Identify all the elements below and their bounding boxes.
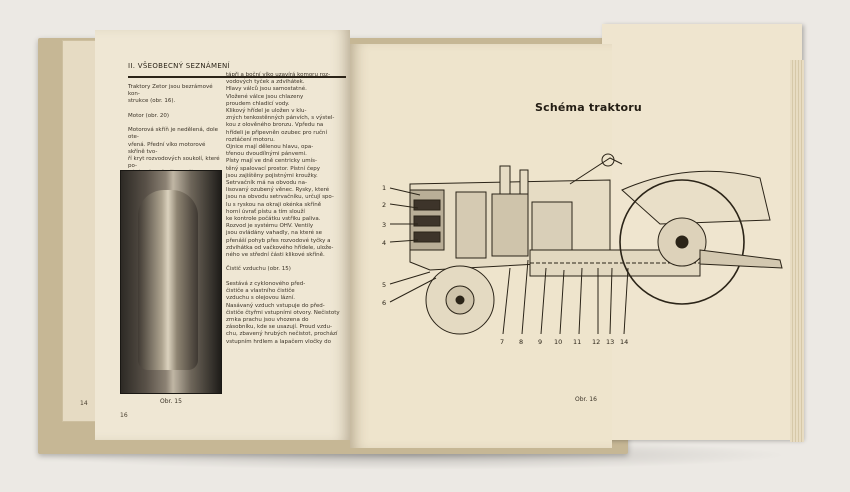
callout-label: 4 <box>382 239 387 247</box>
callout-label: 8 <box>519 338 524 346</box>
callout-label: 1 <box>382 184 387 192</box>
callout-label: 5 <box>382 281 387 289</box>
text-line: Setrvačník má na obvodu na- <box>226 180 308 187</box>
text-line: Rozvod je systému OHV. Ventily <box>226 223 314 230</box>
callout-label: 2 <box>382 201 387 209</box>
text-line: vřená. Přední víko motorové skříně tvo- <box>128 141 206 155</box>
text-line: ke kontrole počátku vstřiku paliva. <box>226 216 321 223</box>
text-line: strukce (obr. 16). <box>128 98 176 105</box>
text-line <box>128 106 223 113</box>
text-line: Klikový hřídel je uložen v klu- <box>226 108 307 115</box>
underlying-page-number: 14 <box>80 400 88 407</box>
text-line: zrnka prachu jsou vhozena do <box>226 316 309 323</box>
left-column-text <box>128 84 223 169</box>
text-line: Traktory Zetor jsou bezrámové kon- <box>128 84 213 98</box>
callout-label: 9 <box>538 338 543 346</box>
text-line: kou z olověného bronzu. Vpředu na <box>226 122 324 129</box>
callout-label: 14 <box>620 338 629 346</box>
air-filter-cylinder <box>138 190 198 370</box>
diagram-title: Schéma traktoru <box>535 101 642 114</box>
callout-label: 6 <box>382 299 387 307</box>
text-line: přenáší pohyb přes rozvodové tyčky a <box>226 237 331 244</box>
text-line: jsou ovládány vahadly, na které se <box>226 230 322 237</box>
text-line: Hlavy válců jsou samostatné. <box>226 86 307 93</box>
text-line: jsou zajištěny pojistnými kroužky. <box>226 172 318 179</box>
text-line: těný spalovací prostor. Pístní čepy <box>226 165 320 172</box>
right-column-text <box>226 72 344 424</box>
text-line: proudem chladicí vody. <box>226 100 290 107</box>
page-edges <box>790 60 804 442</box>
text-line: Motor (obr. 20) <box>128 112 170 119</box>
callout-label: 13 <box>606 338 615 346</box>
callout-label: 7 <box>500 338 505 346</box>
text-line: zdvihátka od vačkového hřídele, ulože- <box>226 244 334 251</box>
text-line: lu s ryskou na okraji okénka skříně <box>226 201 322 208</box>
text-line: Čistič vzduchu (obr. 15) <box>226 266 291 273</box>
text-line: jsou na obvodu setrvačníku, určují spo- <box>226 194 334 201</box>
text-line: čističe čtyřmi vstupními otvory. Nečistoty <box>226 309 340 316</box>
text-line: roztáčení motoru. <box>226 136 275 143</box>
text-line: horní úvrať pístu a tím slouží <box>226 208 305 215</box>
left-page-number: 16 <box>120 412 128 419</box>
text-line: Písty mají ve dně centricky umís- <box>226 158 317 165</box>
tractor-schematic <box>360 150 790 360</box>
text-line: lisovaný ozubený věnec. Rysky, které <box>226 187 330 194</box>
photo-caption: Obr. 15 <box>160 398 182 405</box>
text-line: hřídeli je připevněn ozubec pro ruční <box>226 129 328 136</box>
text-line: Nasávaný vzduch vstupuje do před- <box>226 302 325 309</box>
text-line <box>226 274 344 281</box>
text-line: vodových tyček a zdvihátek. <box>226 79 305 86</box>
diagram-caption: Obr. 16 <box>575 396 597 403</box>
text-line: Sestává z cyklonového před- <box>226 280 306 287</box>
callout-label: 11 <box>573 338 582 346</box>
callout-label: 10 <box>554 338 563 346</box>
callout-label: 12 <box>592 338 601 346</box>
text-line: vzduchu s olejovou lázní. <box>226 295 296 302</box>
text-line: vstupním hrdlem a lapačem vločky do <box>226 338 331 345</box>
text-line: ří kryt rozvodových soukolí, které po- <box>128 156 220 170</box>
callout-label: 3 <box>382 221 387 229</box>
text-line: třenou dvoudílnými pánvemi. <box>226 151 307 158</box>
text-line: zásobníku, kde se usazují. Proud vzdu- <box>226 324 332 331</box>
text-line: Ojnice mají dělenou hlavu, opa- <box>226 144 314 151</box>
text-line: tápři a boční víko uzavírá komoru roz- <box>226 72 331 78</box>
text-line: Motorová skříň je nedělená, dole ote- <box>128 127 219 141</box>
text-line: čističe a vlastního čističe <box>226 288 295 295</box>
text-line: zných tenkostěnných pánvích, s výstel- <box>226 115 335 122</box>
text-line: ného ve střední části klikové skříně. <box>226 252 325 259</box>
section-header: II. VŠEOBECNÝ SEZNÁMENÍ <box>128 62 346 78</box>
text-line: Vložené válce jsou chlazeny <box>226 93 304 100</box>
text-line: chu, zbavený hrubých nečistot, prochází <box>226 331 338 338</box>
